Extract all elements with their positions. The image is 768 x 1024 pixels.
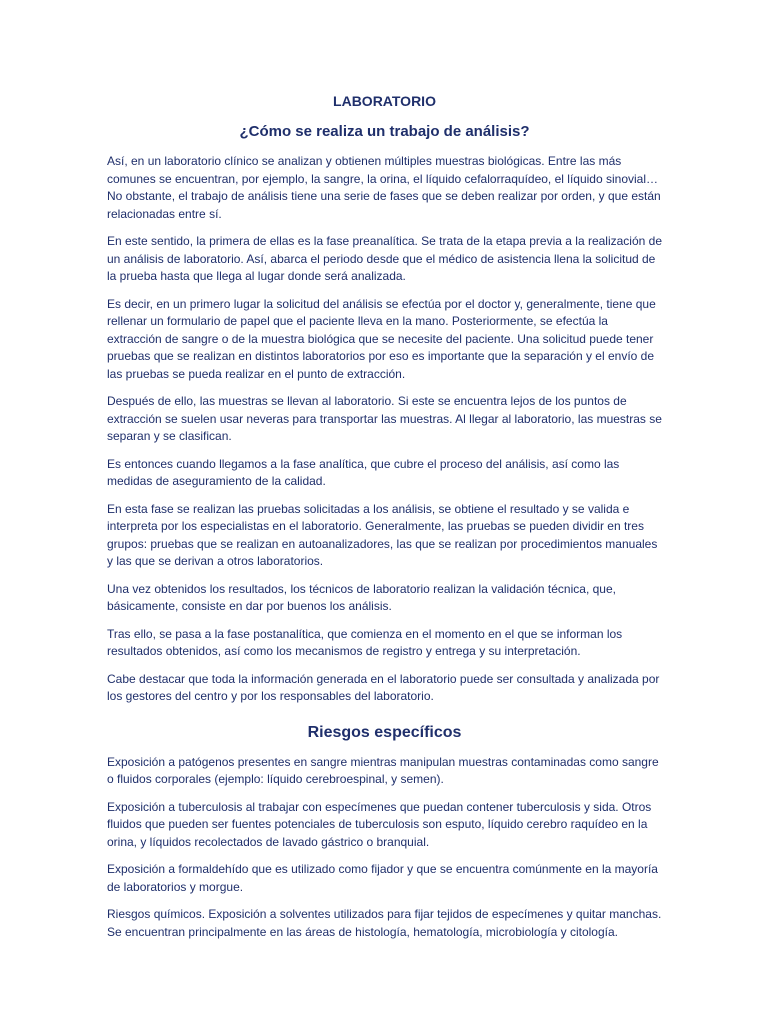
- paragraph: Es entonces cuando llegamos a la fase analítica, que cubre el proceso del análisis, así como las medidas de aseguramiento de la calidad.: [107, 456, 620, 488]
- risk-paragraph: Riesgos químicos. Exposición a solventes utilizados para fijar tejidos de especímenes y quitar manchas. Se encuentran principalmente en las áreas de histología, hematología, microbiología y citología.: [107, 907, 662, 939]
- document-content: [107, 92, 662, 951]
- document-subtitle: ¿Cómo se realiza un trabajo de análisis?: [239, 123, 530, 140]
- risk-paragraph: Exposición a patógenos presentes en sangre mientras manipulan muestras contaminadas como sangre o fluidos corporales (ejemplo: líquido cerebroespinal, y semen).: [107, 754, 659, 786]
- paragraph: Así, en un laboratorio clínico se analizan y obtienen múltiples muestras biológicas. Entre las más comunes se encuentran, por ejemplo, la sangre, la orina, el líquido cefalorraquídeo, el líquido sinovial… No obstante, el trabajo de análisis tiene una serie de fases que se deben realizar por orden, y que están relacionadas entre sí.: [107, 154, 661, 221]
- paragraph: Cabe destacar que toda la información generada en el laboratorio puede ser consultada y analizada por los gestores del centro y por los responsables del laboratorio.: [107, 671, 660, 703]
- paragraph: Una vez obtenidos los resultados, los técnicos de laboratorio realizan la validación técnica, que, básicamente, consiste en dar por buenos los análisis.: [107, 581, 616, 613]
- document-title: LABORATORIO: [333, 93, 436, 109]
- risk-paragraph: Exposición a formaldehído que es utilizado como fijador y que se encuentra comúnmente en la mayoría de laboratorios y morgue.: [107, 862, 658, 894]
- paragraph: Después de ello, las muestras se llevan al laboratorio. Si este se encuentra lejos de los puntos de extracción se suelen usar neveras para transportar las muestras. Al llegar al laboratorio, las muestras se separan y se clasifican.: [107, 394, 662, 443]
- paragraph: Tras ello, se pasa a la fase postanalítica, que comienza en el momento en el que se informan los resultados obtenidos, así como los mecanismos de registro y entrega y su interpretación.: [107, 626, 623, 658]
- paragraph: En este sentido, la primera de ellas es la fase preanalítica. Se trata de la etapa previa a la realización de un análisis de laboratorio. Así, abarca el periodo desde que el médico de asistencia llena la solicitud de la prueba hasta que llega al lugar donde será analizada.: [107, 234, 662, 283]
- paragraph: Es decir, en un primero lugar la solicitud del análisis se efectúa por el doctor y, generalmente, tiene que rellenar un formulario de papel que el paciente lleva en la mano. Posteriormente, se efectúa la extracción de sangre o de la muestra biológica que se necesite del paciente. Una solicitud puede tener pruebas que se realizan en distintos laboratorios por eso es importante que la separación y el envío de las pruebas se pueda realizar en el punto de extracción.: [107, 296, 656, 381]
- paragraph: En esta fase se realizan las pruebas solicitadas a los análisis, se obtiene el resultado y se valida e interpreta por los especialistas en el laboratorio. Generalmente, las pruebas se pueden dividir en tres grupos: pruebas que se realizan en autoanalizadores, las que se realizan por procedimientos manuales y las que se derivan a otros laboratorios.: [107, 501, 658, 568]
- section-title: Riesgos específicos: [307, 723, 462, 741]
- risk-paragraph: Exposición a tuberculosis al trabajar con especímenes que puedan contener tuberculosis y sida. Otros fluidos que pueden ser fuentes potenciales de tuberculosis son esputo, líquido cerebro raquídeo en la orina, y líquidos recolectados de lavado gástrico o branquial.: [107, 799, 652, 849]
